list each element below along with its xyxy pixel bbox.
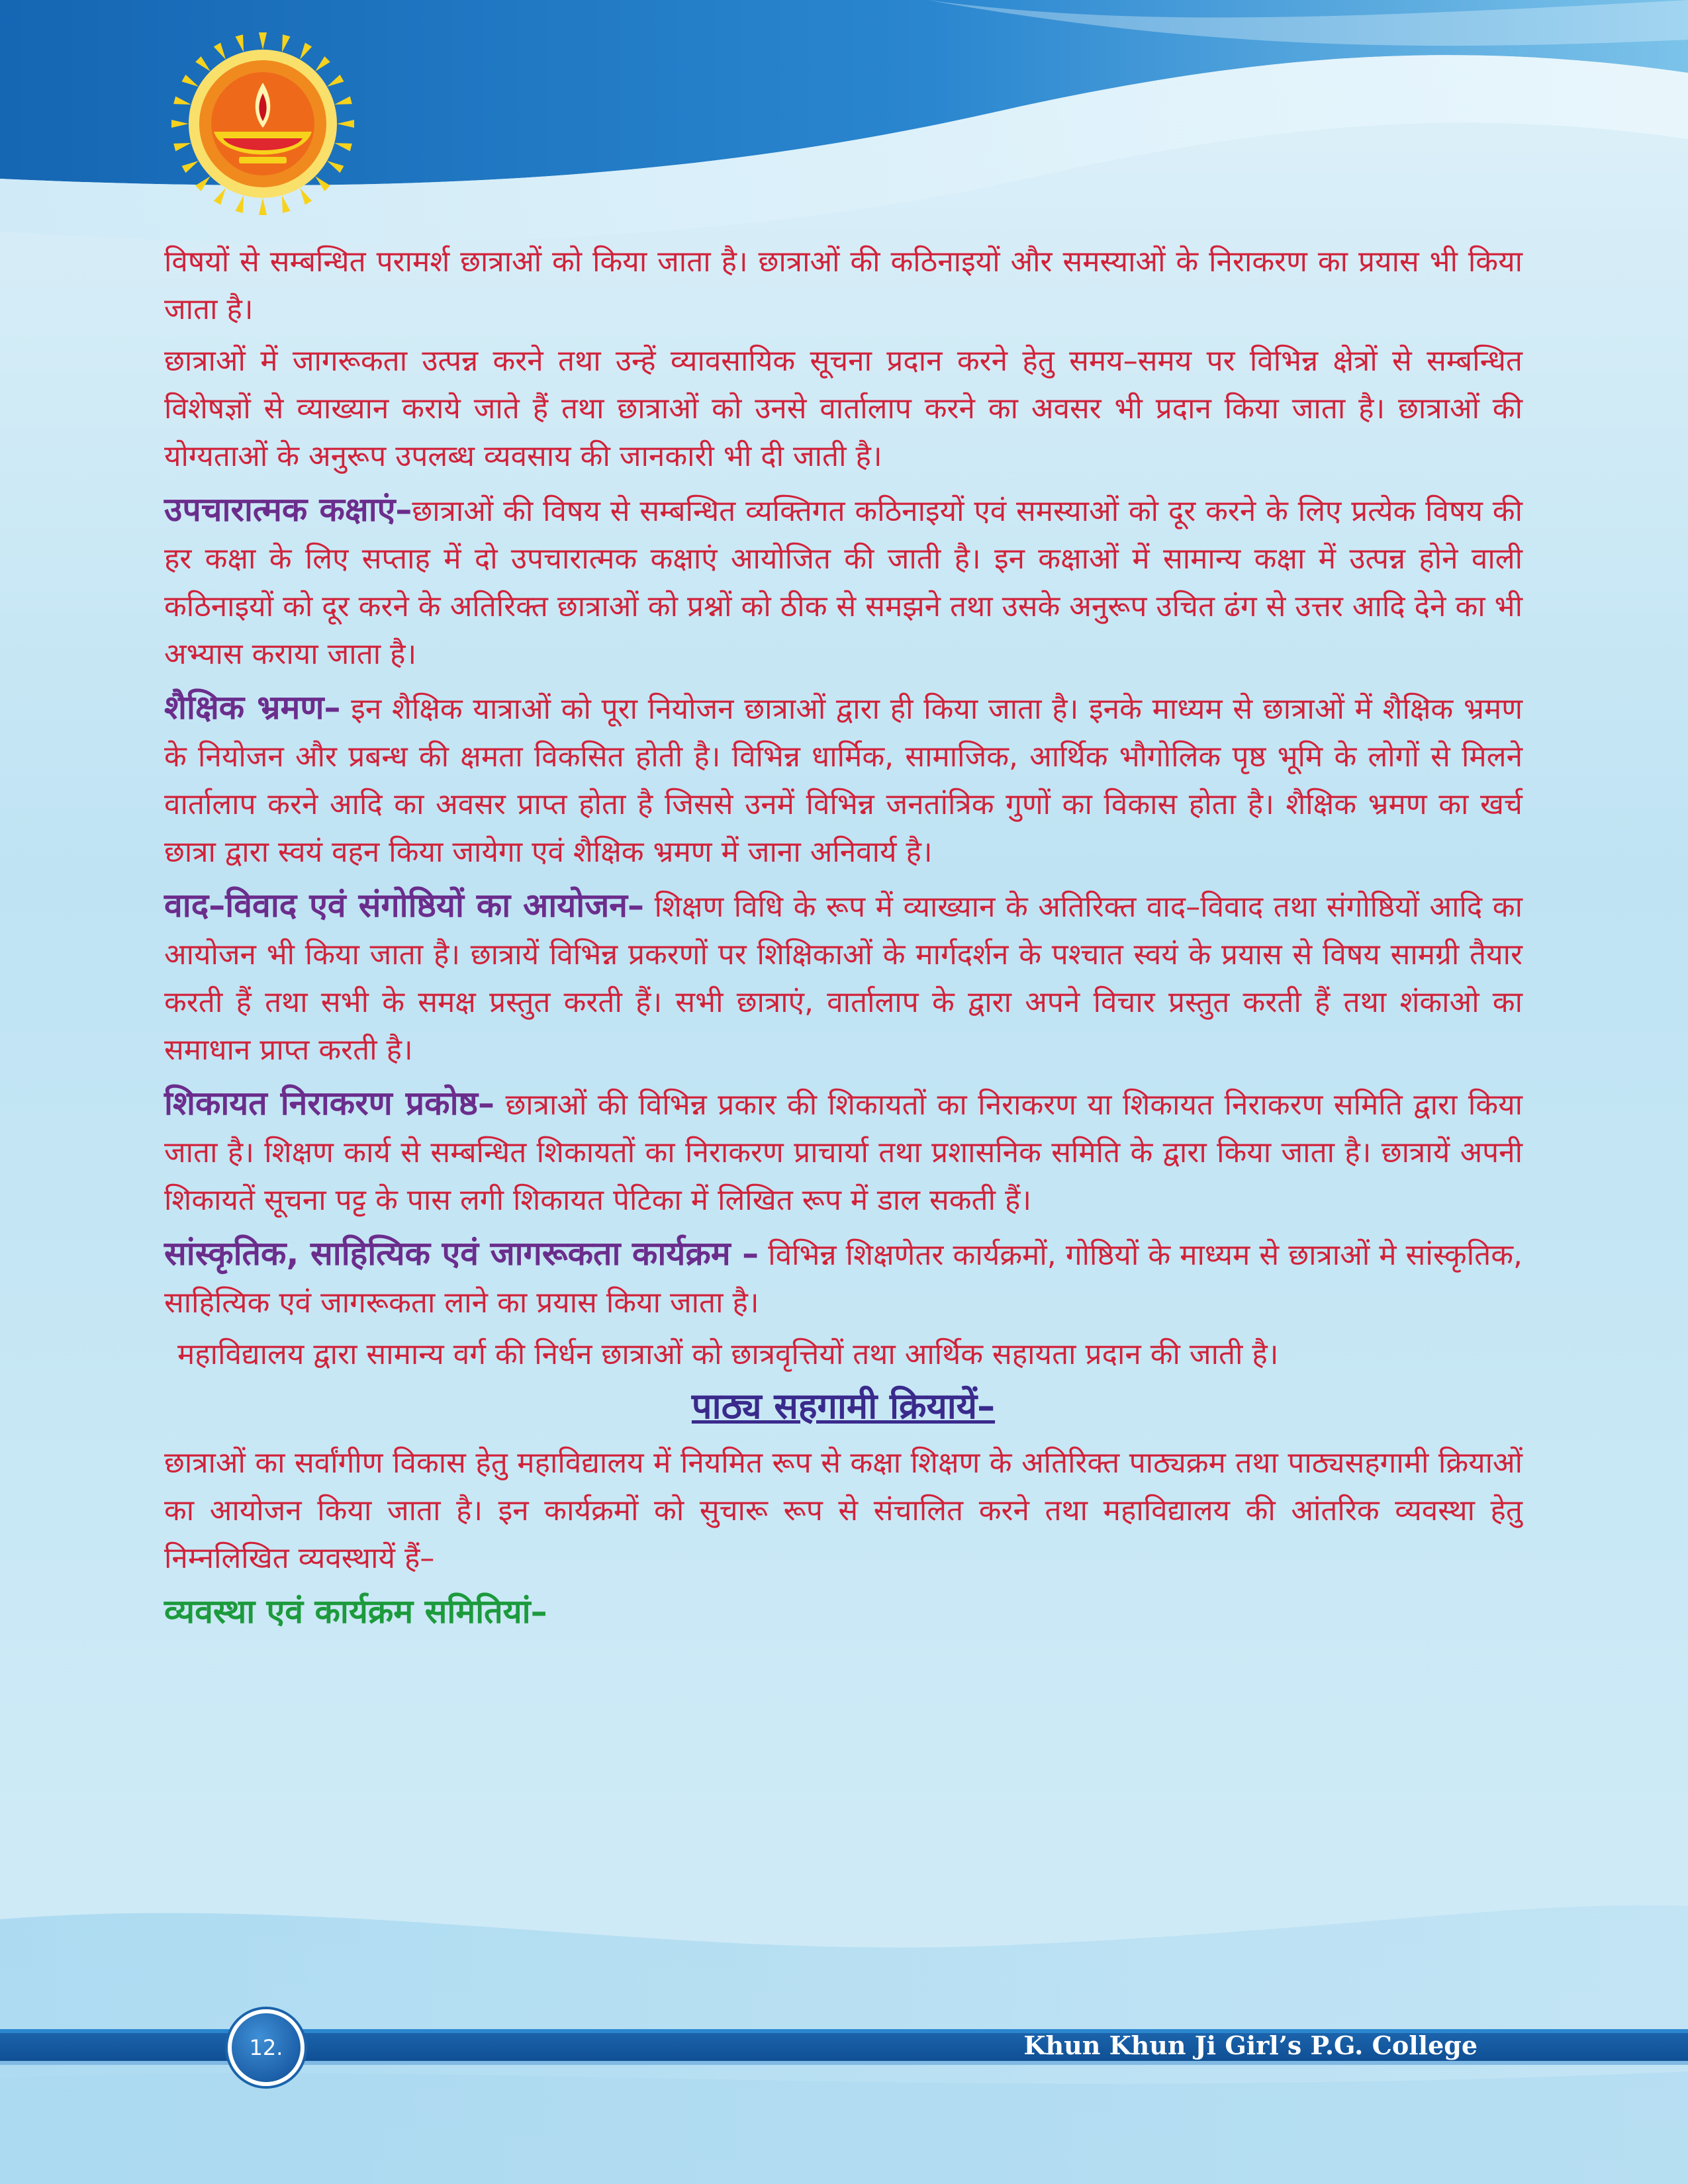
paragraph-co-curricular: छात्राओं का सर्वांगीण विकास हेतु महाविद्यालय में नियमित रूप से कक्षा शिक्षण के अतिरिक्त पाठ्यक्रम तथा पाठ्यसहगामी क्रियाओं का आयोजन किया जाता है। इन कार्यक्रमों को सुचारू रूप से संचालित करने तथा महाविद्यालय की आंतरिक व्यवस्था हेतु निम्नलिखित व्यवस्थायें हैं–	[164, 1446, 1523, 1575]
section-committees	[164, 1588, 1523, 1637]
college-logo-diya-icon	[169, 30, 357, 218]
section-text: इन शैक्षिक यात्राओं को पूरा नियोजन छात्राओं द्वारा ही किया जाता है। इनके माध्यम से छात्राओं में शैक्षिक भ्रमण के नियोजन और प्रबन्ध की क्षमता विकसित होती है। विभिन्न धार्मिक, सामाजिक, आर्थिक भौगोलिक पृष्ठ भूमि के लोगों से मिलने वार्तालाप करने आदि का अवसर प्राप्त होता है जिससे उनमें विभिन्न जनतांत्रिक गुणों का विकास होता है। शैक्षिक भ्रमण का खर्च छात्रा द्वारा स्वयं वहन किया जायेगा एवं शैक्षिक भ्रमण में जाना अनिवार्य है।	[164, 692, 1523, 869]
paragraph-career-guidance: छात्राओं में जागरूकता उत्पन्न करने तथा उन्हें व्यावसायिक सूचना प्रदान करने हेतु समय–समय पर विभिन्न क्षेत्रों से सम्बन्धित विशेषज्ञों से व्याख्यान कराये जाते हैं तथा छात्राओं को उनसे वार्तालाप करने का अवसर भी प्रदान किया जाता है। छात्राओं की योग्यताओं के अनुरूप उपलब्ध व्यवसाय की जानकारी भी दी जाती है।	[164, 344, 1523, 473]
section-grievance-cell	[164, 1079, 1523, 1224]
section-text: विभिन्न शिक्षणेतर कार्यक्रमों, गोष्ठियों के माध्यम से छात्राओं मे सांस्कृतिक, साहित्यिक एवं जागरूकता लाने का प्रयास किया जाता है।	[164, 1238, 1523, 1320]
page-number: 12.	[228, 2009, 305, 2086]
section-remedial-classes	[164, 486, 1523, 678]
section-text: छात्राओं की विभिन्न प्रकार की शिकायतों का निराकरण या शिकायत निराकरण समिति द्वारा किया जाता है। शिक्षण कार्य से सम्बन्धित शिकायतों का निराकरण प्राचार्या तथा प्रशासनिक समिति के द्वारा किया जाता है। छात्रायें अपनी शिकायतें सूचना पट्ट के पास लगी शिकायत पेटिका में लिखित रूप में डाल सकती हैं।	[164, 1088, 1523, 1217]
paragraph-counselling: विषयों से सम्बन्धित परामर्श छात्राओं को किया जाता है। छात्राओं की कठिनाइयों और समस्याओं के निराकरण का प्रयास भी किया जाता है।	[164, 245, 1523, 326]
section-heading: सांस्कृतिक, साहित्यिक एवं जागरूकता कार्यक्रम –	[164, 1234, 759, 1273]
section-educational-tour	[164, 684, 1523, 876]
section-heading: उपचारात्मक कक्षाएं–	[164, 490, 412, 529]
co-curricular-heading: पाठ्य सहगामी क्रियायें–	[691, 1385, 996, 1427]
page-content	[164, 238, 1523, 1641]
section-heading: शिकायत निराकरण प्रकोष्ठ–	[164, 1084, 494, 1122]
section-text: शिक्षण विधि के रूप में व्याख्यान के अतिरिक्त वाद–विवाद तथा संगोष्ठियों आदि का आयोजन भी किया जाता है। छात्रायें विभिन्न प्रकरणों पर शिक्षिकाओं के मार्गदर्शन के पश्चात स्वयं के प्रयास से विषय सामग्री तैयार करती हैं तथा सभी के समक्ष प्रस्तुत करती हैं। सभी छात्राएं, वार्तालाप के द्वारा अपने विचार प्रस्तुत करती हैं तथा शंकाओ का समाधान प्राप्त करती है।	[164, 890, 1523, 1067]
section-debate-seminar	[164, 882, 1523, 1074]
paragraph-scholarship: महाविद्यालय द्वारा सामान्य वर्ग की निर्धन छात्राओं को छात्रवृत्तियों तथा आर्थिक सहायता प्रदान की जाती है।	[177, 1338, 1279, 1371]
section-heading: शैक्षिक भ्रमण–	[164, 688, 341, 727]
section-text: छात्राओं की विषय से सम्बन्धित व्यक्तिगत कठिनाइयों एवं समस्याओं को दूर करने के लिए प्रत्येक विषय की हर कक्षा के लिए सप्ताह में दो उपचारात्मक कक्षाएं आयोजित की जाती है। इन कक्षाओं में सामान्य कक्षा में उत्पन्न होने वाली कठिनाइयों को दूर करने के अतिरिक्त छात्राओं को प्रश्नों को ठीक से समझने तथा उसके अनुरूप उचित ढंग से उत्तर आदि देने का भी अभ्यास कराया जाता है।	[164, 494, 1523, 671]
section-heading: वाद–विवाद एवं संगोष्ठियों का आयोजन–	[164, 886, 645, 925]
college-name: Khun Khun Ji Girl’s P.G. College	[1023, 2030, 1477, 2060]
section-heading: व्यवस्था एवं कार्यक्रम समितियां–	[164, 1592, 547, 1631]
section-cultural-programs	[164, 1230, 1523, 1327]
